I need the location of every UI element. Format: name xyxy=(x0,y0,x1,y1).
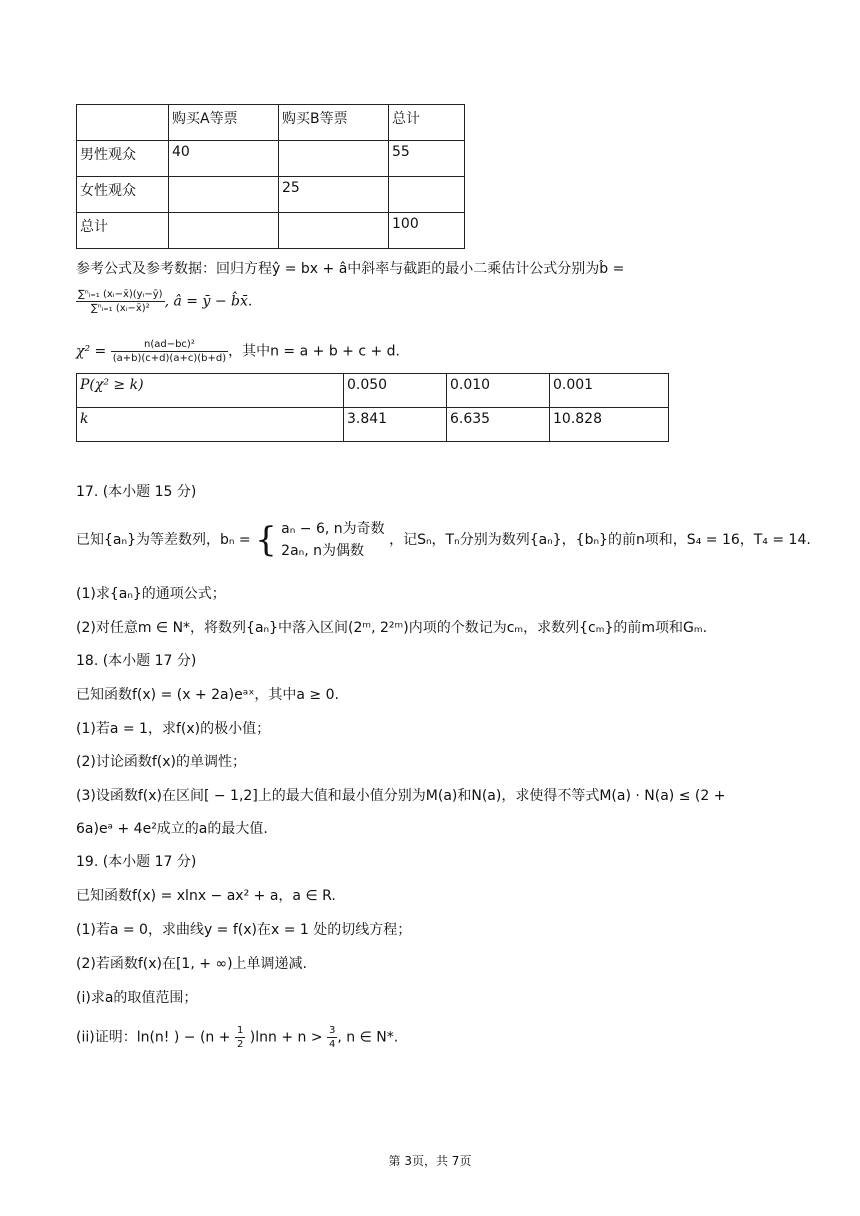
q17-part1: (1)求{aₙ}的通项公式； xyxy=(76,586,226,602)
table-row xyxy=(77,177,465,213)
q18-part3-line1: (3)设函数f(x)在区间[ − 1,2]上的最大值和最小值分别为M(a)和N(a)，求使得不等式M(a) · N(a) ≤ (2 + xyxy=(76,788,726,804)
part-ii-b: )lnn + n > xyxy=(249,1029,323,1046)
table-row xyxy=(77,408,669,442)
q19-part1: (1)若a = 0，求曲线y = f(x)在x = 1 处的切线方程； xyxy=(76,922,412,938)
table-cell: 0.010 xyxy=(447,374,550,408)
table-cell: 3.841 xyxy=(344,408,447,442)
formula-b-denominator: ∑ⁿᵢ₌₁ (xᵢ−x̄)² xyxy=(90,303,150,314)
q17-stem-b: ，记Sₙ，Tₙ分别为数列{aₙ}，{bₙ}的前n项和，S₄ = 16，T₄ = 14. xyxy=(389,532,811,548)
chi-fraction xyxy=(111,338,228,365)
table-cell: 0.001 xyxy=(550,374,669,408)
table-cell: k xyxy=(77,408,344,442)
q19-title: 19. (本小题 17 分) xyxy=(76,854,197,870)
table-header-row xyxy=(77,105,465,141)
table-cell: 6.635 xyxy=(447,408,550,442)
table-row xyxy=(77,374,669,408)
chi-denominator: (a+b)(c+d)(a+c)(b+d) xyxy=(112,353,227,364)
part-ii-a: (ii)证明：ln(n! ) − (n + xyxy=(76,1029,231,1046)
q17-part2: (2)对任意m ∈ N*，将数列{aₙ}中落入区间(2ᵐ, 2²ᵐ)内项的个数记为cₘ，求数列{cₘ}的前m项和Gₘ. xyxy=(76,620,708,636)
q19-part-i: (i)求a的取值范围； xyxy=(76,990,198,1006)
table-cell: 购买B等票 xyxy=(279,105,389,141)
table-row xyxy=(77,213,465,249)
formula-b-fraction xyxy=(76,288,165,315)
fraction-numerator: 3 xyxy=(329,1025,336,1036)
piecewise-cases xyxy=(281,518,384,562)
q17-stem-a: 已知{aₙ}为等差数列，bₙ = xyxy=(76,532,251,548)
q19-part2: (2)若函数f(x)在[1, + ∞)上单调递减. xyxy=(76,956,307,972)
table-cell: 购买A等票 xyxy=(169,105,279,141)
table-cell: 总计 xyxy=(77,213,169,249)
case-odd: aₙ − 6, n为奇数 xyxy=(281,521,385,537)
chi-numerator: n(ad−bc)² xyxy=(111,338,228,352)
table-cell: P(χ² ≥ k) xyxy=(77,374,344,408)
q18-stem: 已知函数f(x) = (x + 2a)eᵃˣ，其中a ≥ 0. xyxy=(76,687,339,703)
table-cell: 25 xyxy=(279,177,389,213)
fraction-denominator: 4 xyxy=(329,1039,336,1050)
table-cell xyxy=(279,213,389,249)
table-cell: 40 xyxy=(169,141,279,177)
q18-part2: (2)讨论函数f(x)的单调性； xyxy=(76,754,246,770)
critical-value-table xyxy=(76,373,669,442)
table-cell: 总计 xyxy=(389,105,465,141)
q19-part-ii xyxy=(76,1024,398,1051)
formula-b-numerator: ∑ⁿᵢ₌₁ (xᵢ−x̄)(yᵢ−ȳ) xyxy=(78,289,163,300)
table-cell: 0.050 xyxy=(344,374,447,408)
q18-part3-line2: 6a)eᵃ + 4e²成立的a的最大值. xyxy=(76,821,268,837)
table-cell xyxy=(77,105,169,141)
table-cell xyxy=(169,177,279,213)
brace-icon: { xyxy=(255,520,277,560)
table-cell: 10.828 xyxy=(550,408,669,442)
table-cell: 55 xyxy=(389,141,465,177)
fraction-three-quarters xyxy=(327,1024,337,1051)
table-cell xyxy=(279,141,389,177)
formula-a: , â = ȳ − b̂x̄. xyxy=(164,293,253,310)
fraction-denominator: 2 xyxy=(236,1039,244,1050)
chi-square-formula xyxy=(76,338,400,365)
fraction-half xyxy=(235,1024,245,1051)
chi-rest: ，其中n = a + b + c + d. xyxy=(228,343,401,360)
q19-stem: 已知函数f(x) = xlnx − ax² + a，a ∈ R. xyxy=(76,888,336,904)
table-cell: 100 xyxy=(389,213,465,249)
fraction-numerator: 1 xyxy=(236,1025,244,1036)
table-row xyxy=(77,141,465,177)
q17-title: 17. (本小题 15 分) xyxy=(76,484,197,500)
formula-intro: 参考公式及参考数据：回归方程ŷ = bx + â中斜率与截距的最小二乘估计公式分别为b̂ = xyxy=(76,261,625,277)
table-cell xyxy=(389,177,465,213)
q17-stem xyxy=(76,518,811,562)
contingency-table xyxy=(76,104,465,249)
formula-b-line xyxy=(76,288,252,315)
q18-part1: (1)若a = 1，求f(x)的极小值； xyxy=(76,721,271,737)
table-cell: 男性观众 xyxy=(77,141,169,177)
part-ii-c: , n ∈ N*. xyxy=(337,1029,399,1046)
page-footer: 第 3页，共 7页 xyxy=(388,1154,472,1168)
q18-title: 18. (本小题 17 分) xyxy=(76,653,197,669)
table-cell xyxy=(169,213,279,249)
table-cell: 女性观众 xyxy=(77,177,169,213)
case-even: 2aₙ, n为偶数 xyxy=(281,543,365,559)
chi-lhs: χ² = xyxy=(76,343,107,360)
